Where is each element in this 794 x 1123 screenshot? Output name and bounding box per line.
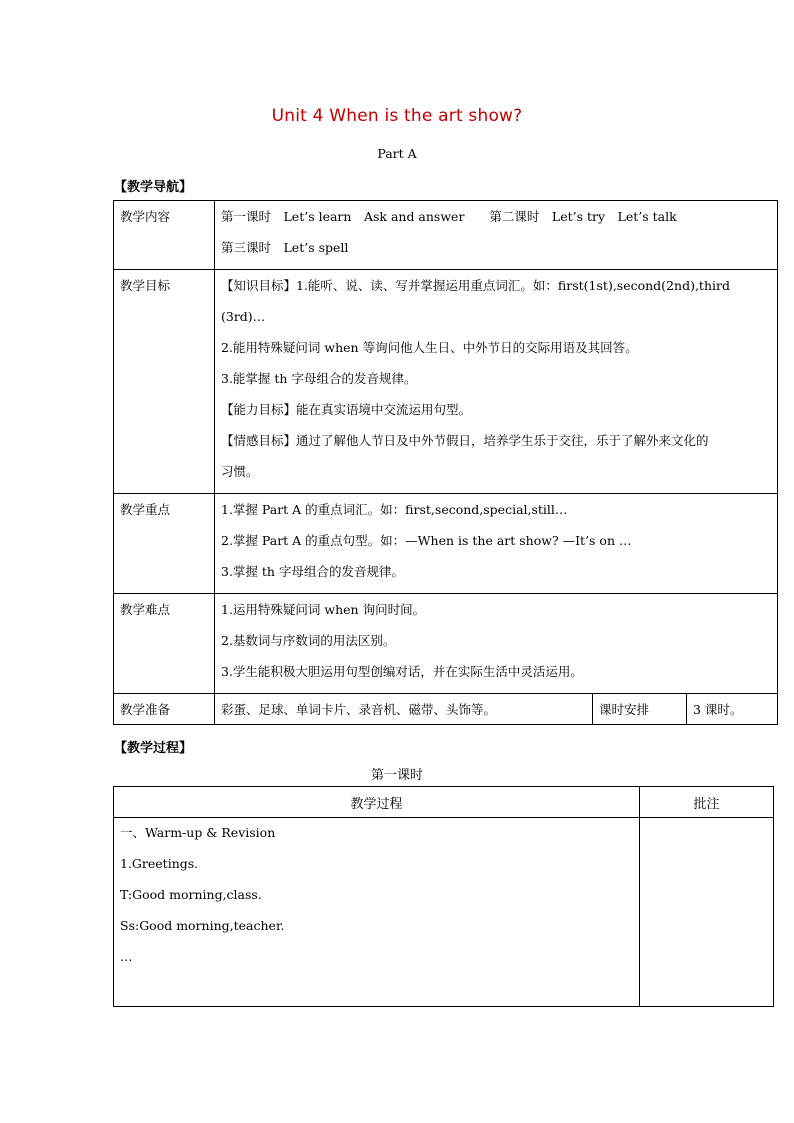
process-line: Ss:Good morning,teacher. <box>120 918 285 933</box>
nav-heading: 【教学导航】 <box>114 180 193 195</box>
nav-line: 习惯。 <box>221 464 259 479</box>
nav-row-objectives <box>114 270 778 494</box>
nav-row-preparation <box>114 694 778 725</box>
process-line: … <box>120 949 133 964</box>
nav-line: 1.掌握 Part A 的重点词汇。如：first,second,special,still… <box>221 502 568 517</box>
teaching-navigation-table <box>113 200 778 725</box>
nav-line: (3rd)… <box>221 309 266 324</box>
nav-content-cell <box>215 201 778 270</box>
page-subtitle: Part A <box>377 146 417 161</box>
process-line: 一、Warm-up & Revision <box>120 825 276 840</box>
nav-row-content <box>114 201 778 270</box>
nav-label: 教学难点 <box>114 594 215 694</box>
lesson-title: 第一课时 <box>370 768 423 783</box>
nav-content-cell <box>215 594 778 694</box>
nav-line: 【知识目标】1.能听、说、读、写并掌握运用重点词汇。如：first(1st),second(2nd),third <box>221 278 730 293</box>
nav-line: 2.基数词与序数词的用法区别。 <box>221 633 396 648</box>
process-header-row <box>114 787 774 818</box>
notes-column-header: 批注 <box>640 787 774 818</box>
process-line: 1.Greetings. <box>120 856 199 871</box>
process-column-header: 教学过程 <box>114 787 640 818</box>
teaching-process-table <box>113 786 774 1007</box>
nav-line: 1.运用特殊疑问词 when 询问时间。 <box>221 602 426 617</box>
nav-label: 教学目标 <box>114 270 215 494</box>
schedule-value: 3 课时。 <box>687 694 778 725</box>
nav-line: 3.学生能积极大胆运用句型创编对话，并在实际生活中灵活运用。 <box>221 664 583 679</box>
process-content-cell <box>114 818 640 1007</box>
nav-line: 2.能用特殊疑问词 when 等询问他人生日、中外节日的交际用语及其回答。 <box>221 340 638 355</box>
process-body-row <box>114 818 774 1007</box>
nav-row-key-points <box>114 494 778 594</box>
nav-line: 【情感目标】通过了解他人节日及中外节假日，培养学生乐于交往，乐于了解外来文化的 <box>221 433 709 448</box>
nav-line: 3.能掌握 th 字母组合的发音规律。 <box>221 371 417 386</box>
nav-content-cell <box>215 270 778 494</box>
schedule-label: 课时安排 <box>593 694 687 725</box>
page-title: Unit 4 When is the art show? <box>271 106 523 126</box>
nav-label: 教学内容 <box>114 201 215 270</box>
prep-value: 彩蛋、足球、单词卡片、录音机、磁带、头饰等。 <box>215 694 593 725</box>
nav-line: 第三课时 Let’s spell <box>221 240 349 255</box>
nav-line: 【能力目标】能在真实语境中交流运用句型。 <box>221 402 472 417</box>
notes-cell <box>640 818 774 1007</box>
process-heading: 【教学过程】 <box>114 741 193 756</box>
nav-line: 2.掌握 Part A 的重点句型。如：—When is the art show? —It’s on … <box>221 533 632 548</box>
nav-line: 3.掌握 th 字母组合的发音规律。 <box>221 564 404 579</box>
nav-line: 第一课时 Let’s learn Ask and answer 第二课时 Let’s try Let’s talk <box>221 209 677 224</box>
nav-label: 教学准备 <box>114 694 215 725</box>
nav-row-difficulties <box>114 594 778 694</box>
nav-label: 教学重点 <box>114 494 215 594</box>
nav-content-cell <box>215 494 778 594</box>
process-line: T:Good morning,class. <box>120 887 262 902</box>
